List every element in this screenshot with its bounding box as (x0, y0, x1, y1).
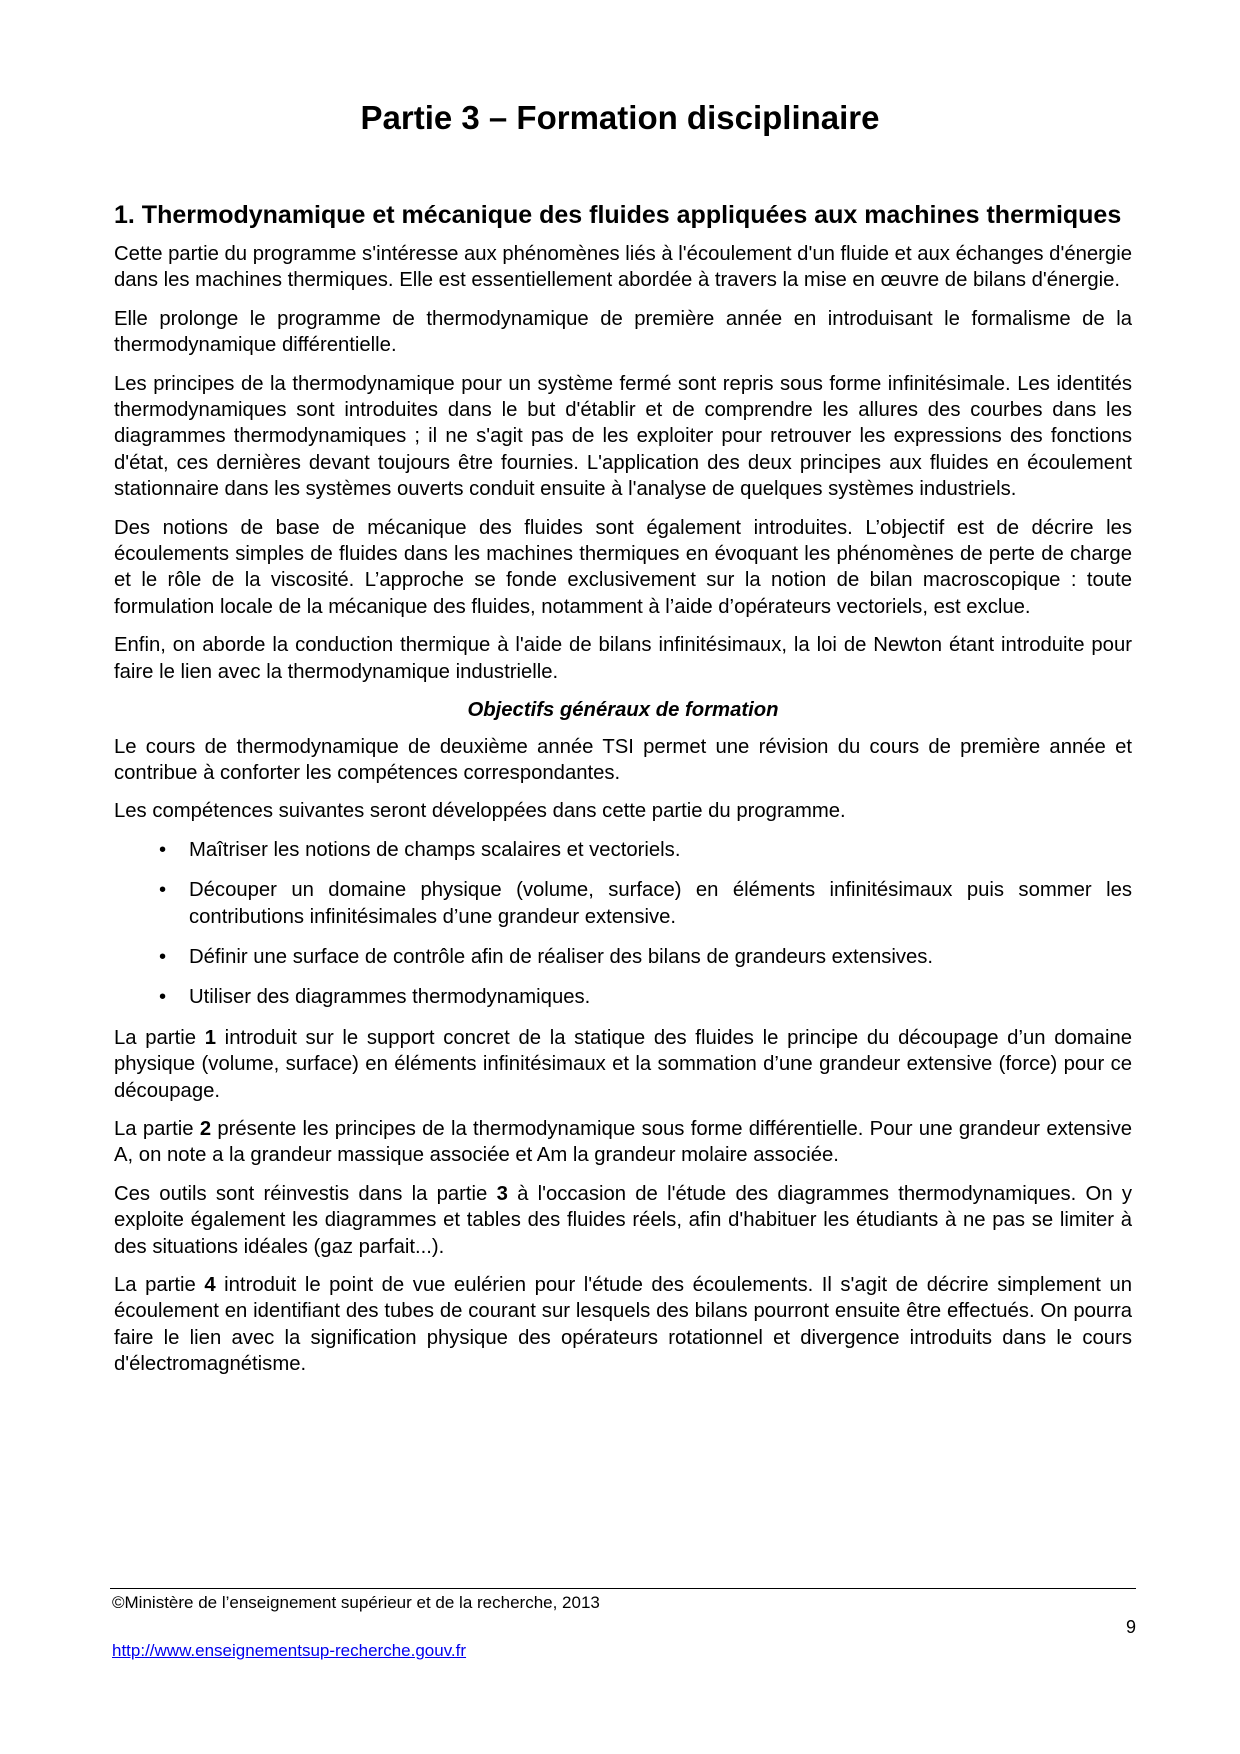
part-text: La partie (114, 1026, 205, 1049)
paragraph: Cette partie du programme s'intéresse aux phénomènes liés à l'écoulement d'un fluide et aux échanges d'énergie dans les machines thermiques. Elle est essentiellement abordée à travers la mise en œuvre de bilans d'énergie. (114, 243, 1132, 292)
paragraph: Le cours de thermodynamique de deuxième année TSI permet une révision du cours de première année et contribue à conforter les compétences correspondantes. (114, 735, 1132, 784)
list-item (114, 984, 1132, 1010)
bullet-icon: • (159, 945, 167, 968)
part-paragraph (114, 1272, 1132, 1378)
part-paragraph (114, 1025, 1132, 1104)
part-text: présente les principes de la thermodynamique sous forme différentielle. Pour une grandeur extensive A, on note a la grandeur massique associée et Am la grandeur molaire associée. (114, 1117, 1132, 1167)
list-item-text: Découper un domaine physique (volume, surface) en éléments infinitésimaux puis sommer les contributions infinitésimales d’une grandeur extensive. (189, 879, 1132, 928)
paragraph: Elle prolonge le programme de thermodynamique de première année en introduisant le formalisme de la thermodynamique différentielle. (114, 307, 1132, 357)
list-item (114, 944, 1132, 970)
part-text: à l'occasion de l'étude des diagrammes thermodynamiques. On y exploite également les diagrammes et tables des fluides réels, afin d'habituer les étudiants à ne pas se limiter à des situations idéales (gaz parfait...). (114, 1182, 1132, 1258)
objectives-title: Objectifs généraux de formation (467, 699, 779, 722)
list-item-text: Utiliser des diagrammes thermodynamiques. (189, 986, 591, 1009)
competence-list (114, 837, 1132, 1011)
footer-divider (110, 1588, 1136, 1589)
part-number: 1 (204, 1026, 216, 1049)
bullet-icon: • (159, 879, 167, 902)
part-text: La partie (114, 1274, 205, 1296)
page-number: 9 (1125, 1617, 1136, 1637)
part-number: 2 (199, 1117, 212, 1140)
bullet-icon: • (159, 838, 167, 861)
paragraph: Des notions de base de mécanique des fluides sont également introduites. L’objectif est de décrire les écoulements simples de fluides dans les machines thermiques en évoquant les phénomènes de perte de charge et le rôle de la viscosité. L’approche se fonde exclusivement sur la notion de bilan macroscopique : toute formulation locale de la mécanique des fluides, notamment à l’aide d’opérateurs vectoriels, est exclue. (114, 516, 1132, 618)
section-heading: 1. Thermodynamique et mécanique des fluides appliquées aux machines thermiques (114, 201, 1122, 229)
list-item-text: Définir une surface de contrôle afin de réaliser des bilans de grandeurs extensives. (189, 945, 934, 968)
footer-link[interactable]: http://www.enseignementsup-recherche.gouv.fr (112, 1641, 467, 1660)
part-text: introduit le point de vue eulérien pour l'étude des écoulements. Il s'agit de décrire simplement un écoulement en identifiant des tubes de courant sur lesquels des bilans pourront ensuite être effectués. On pourra faire le lien avec la signification physique des opérateurs rotationnel et divergence introduits dans le cours d'électromagnétisme. (114, 1274, 1133, 1376)
paragraph: Les compétences suivantes seront développées dans cette partie du programme. (114, 800, 846, 823)
footer-copyright: ©Ministère de l’enseignement supérieur et de la recherche, 2013 (112, 1593, 600, 1612)
part-text: La partie (114, 1117, 200, 1140)
part-text: Ces outils sont réinvestis dans la partie (114, 1182, 497, 1205)
paragraph: Enfin, on aborde la conduction thermique à l'aide de bilans infinitésimaux, la loi de Newton étant introduite pour faire le lien avec la thermodynamique industrielle. (114, 634, 1132, 683)
part-paragraph (114, 1116, 1132, 1169)
part-number: 4 (204, 1274, 216, 1296)
bullet-icon: • (159, 986, 167, 1009)
section-thermodynamique (114, 200, 1132, 1390)
list-item (114, 877, 1132, 930)
part-paragraph (114, 1181, 1132, 1260)
part-text: introduit sur le support concret de la statique des fluides le principe du découpage d’un domaine physique (volume, surface) en éléments infinitésimaux et la sommation d’une grandeur extensive (force) pour ce découpage. (114, 1026, 1133, 1102)
list-item (114, 837, 1132, 863)
list-item-text: Maîtriser les notions de champs scalaires et vectoriels. (189, 838, 681, 861)
part-number: 3 (496, 1182, 508, 1205)
paragraph: Les principes de la thermodynamique pour un système fermé sont repris sous forme infinitésimale. Les identités thermodynamiques sont introduites dans le but d'établir et de comprendre les allures des courbes dans les diagrammes thermodynamiques ; il ne s'agit pas de les exploiter pour retrouver les expressions des fonctions d'état, ces dernières devant toujours être fournies. L'application des deux principes aux fluides en écoulement stationnaire dans les systèmes ouverts conduit ensuite à l'analyse de quelques systèmes industriels. (114, 372, 1132, 501)
page-title: Partie 3 – Formation disciplinaire (360, 99, 880, 136)
